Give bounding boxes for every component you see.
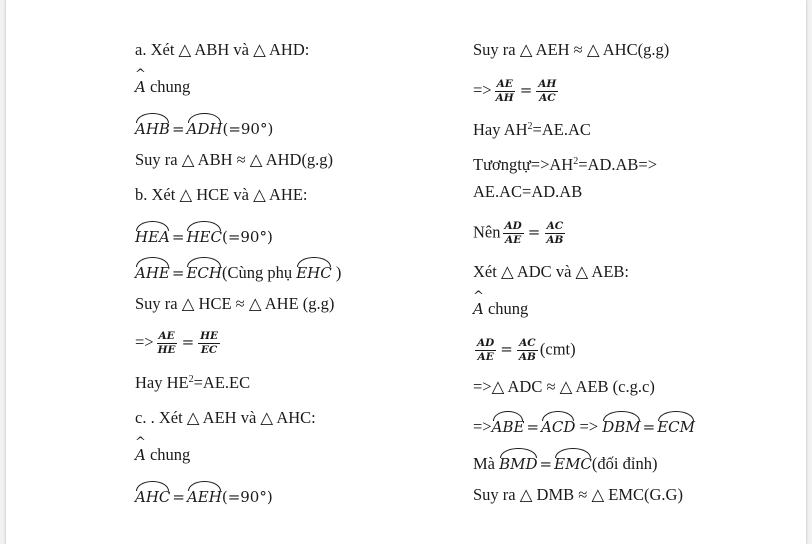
equals-sign: =: [171, 228, 185, 246]
angle-symbol: HEC: [186, 222, 222, 247]
angle-a-common-line: [135, 77, 190, 97]
text: =>: [473, 417, 492, 436]
numerator: HE: [200, 330, 219, 342]
text: ): [331, 263, 342, 282]
equals-sign: =: [539, 455, 553, 473]
numerator: AE: [496, 78, 513, 90]
text: Suy ra △ HCE ≈ △ AHE (g.g): [135, 294, 335, 313]
equals-sign: =: [526, 418, 540, 436]
fraction: [544, 220, 565, 247]
text: =>: [135, 332, 154, 352]
numerator: AD: [504, 220, 522, 232]
angle-symbol: HEA: [135, 222, 170, 247]
superscript: 2: [573, 156, 579, 167]
text: =>△ ADC ≈ △ AEB (c.g.c): [473, 377, 655, 396]
complementary-angle-line: [135, 258, 341, 283]
text: Tươngtự=>AH: [473, 155, 574, 174]
similar-result-line: [473, 155, 657, 175]
numerator: AC: [546, 220, 564, 232]
angle-equality-line: [135, 222, 273, 247]
text: Hay AH: [473, 120, 528, 139]
equals-sign: =: [519, 81, 533, 100]
text: b. Xét △ HCE và △ AHE:: [135, 185, 308, 204]
text: c. . Xét △ AEH và △ AHC:: [135, 408, 316, 427]
text: chung: [145, 445, 191, 464]
part-b-heading: [135, 185, 308, 205]
text: Xét △ ADC và △ AEB:: [473, 262, 630, 281]
angle-symbol: AHB: [135, 114, 170, 139]
angle-symbol: ACD: [541, 412, 575, 437]
ratio-line: [473, 220, 567, 247]
conclusion-line: [135, 150, 333, 170]
conclusion-line: [135, 294, 334, 314]
equation-line: [473, 182, 582, 202]
angle-symbol: ECM: [657, 412, 695, 437]
angle-symbol: AEH: [187, 482, 222, 507]
fraction: [198, 330, 220, 357]
ratio-line: [473, 337, 576, 364]
angle-symbol: EMC: [554, 449, 592, 474]
angle-symbol: AHE: [135, 258, 170, 283]
text: =AE.EC: [193, 373, 251, 392]
ratio-line: [473, 78, 560, 105]
text: (=90°): [221, 228, 273, 246]
hay-line: [135, 373, 250, 393]
denominator: AB: [518, 351, 536, 363]
text: AE.AC=AD.AB: [473, 182, 583, 201]
numerator: AC: [519, 337, 536, 349]
text: (cmt): [539, 339, 576, 359]
equals-sign: =: [500, 340, 513, 359]
text: (=90°): [222, 120, 274, 138]
conclusion-line: [473, 485, 683, 505]
angle-equality-line: [135, 482, 273, 507]
text: Suy ra △ DMB ≈ △ EMC(G.G): [473, 485, 683, 504]
text: Suy ra △ AEH ≈ △ AHC(g.g): [473, 40, 670, 59]
text: Hay HE: [135, 373, 189, 392]
fraction: [536, 78, 558, 105]
angle-symbol: BMD: [499, 449, 537, 474]
denominator: AB: [546, 234, 564, 246]
numerator: AH: [538, 78, 557, 90]
angle-symbol: AHC: [135, 482, 170, 507]
text: Suy ra △ ABH ≈ △ AHD(g.g): [135, 150, 334, 169]
equals-sign: =: [527, 223, 541, 242]
vertical-angle-line: [473, 449, 657, 474]
angle-symbol: DBM: [602, 412, 640, 437]
part-a-heading: [135, 40, 309, 60]
text: chung: [145, 77, 191, 96]
heading-line: [473, 262, 629, 282]
denominator: AE: [477, 351, 494, 363]
angle-symbol: ADH: [187, 114, 223, 139]
fraction: [156, 330, 178, 357]
angle-a-symbol: ^ A: [473, 299, 484, 319]
denominator: AE: [505, 234, 522, 246]
text: (=90°): [221, 488, 273, 506]
document-page: [6, 0, 806, 544]
part-c-heading: [135, 408, 316, 428]
hay-line: [473, 120, 591, 140]
text: =AE.AC: [532, 120, 591, 139]
angle-equality-line: [473, 412, 695, 437]
angle-symbol: ABE: [492, 412, 525, 437]
angle-a-symbol: ^ A: [135, 445, 146, 465]
text: =>: [473, 80, 492, 100]
equals-sign: =: [172, 488, 185, 506]
text: =AD.AB=>: [578, 155, 658, 174]
conclusion-line: [473, 40, 669, 60]
angle-symbol: ECH: [186, 258, 222, 283]
angle-symbol: EHC: [296, 258, 332, 283]
text: chung: [483, 299, 529, 318]
text: Nên: [473, 222, 501, 242]
fraction: [517, 337, 538, 364]
equals-sign: =: [181, 333, 195, 352]
superscript: 2: [188, 374, 194, 385]
denominator: AH: [495, 92, 514, 104]
text: Mà: [473, 454, 500, 473]
text: (đối đỉnh): [591, 454, 658, 473]
ratio-line: [135, 330, 222, 357]
equals-sign: =: [642, 418, 656, 436]
angle-a-symbol: ^ A: [135, 77, 146, 97]
angle-equality-line: [135, 114, 273, 139]
angle-a-common-line: [473, 299, 528, 319]
numerator: AE: [158, 330, 175, 342]
superscript: 2: [527, 121, 533, 132]
fraction: [494, 78, 516, 105]
denominator: EC: [200, 344, 218, 356]
fraction: [475, 337, 496, 364]
numerator: AD: [477, 337, 495, 349]
text: =>: [575, 417, 603, 436]
conclusion-line: [473, 377, 655, 397]
equals-sign: =: [171, 120, 185, 138]
denominator: AC: [539, 92, 556, 104]
text: (Cùng phụ: [221, 263, 297, 282]
text: a. Xét △ ABH và △ AHD:: [135, 40, 310, 59]
angle-a-common-line: [135, 445, 190, 465]
fraction: [503, 220, 524, 247]
equals-sign: =: [171, 264, 185, 282]
denominator: HE: [157, 344, 176, 356]
